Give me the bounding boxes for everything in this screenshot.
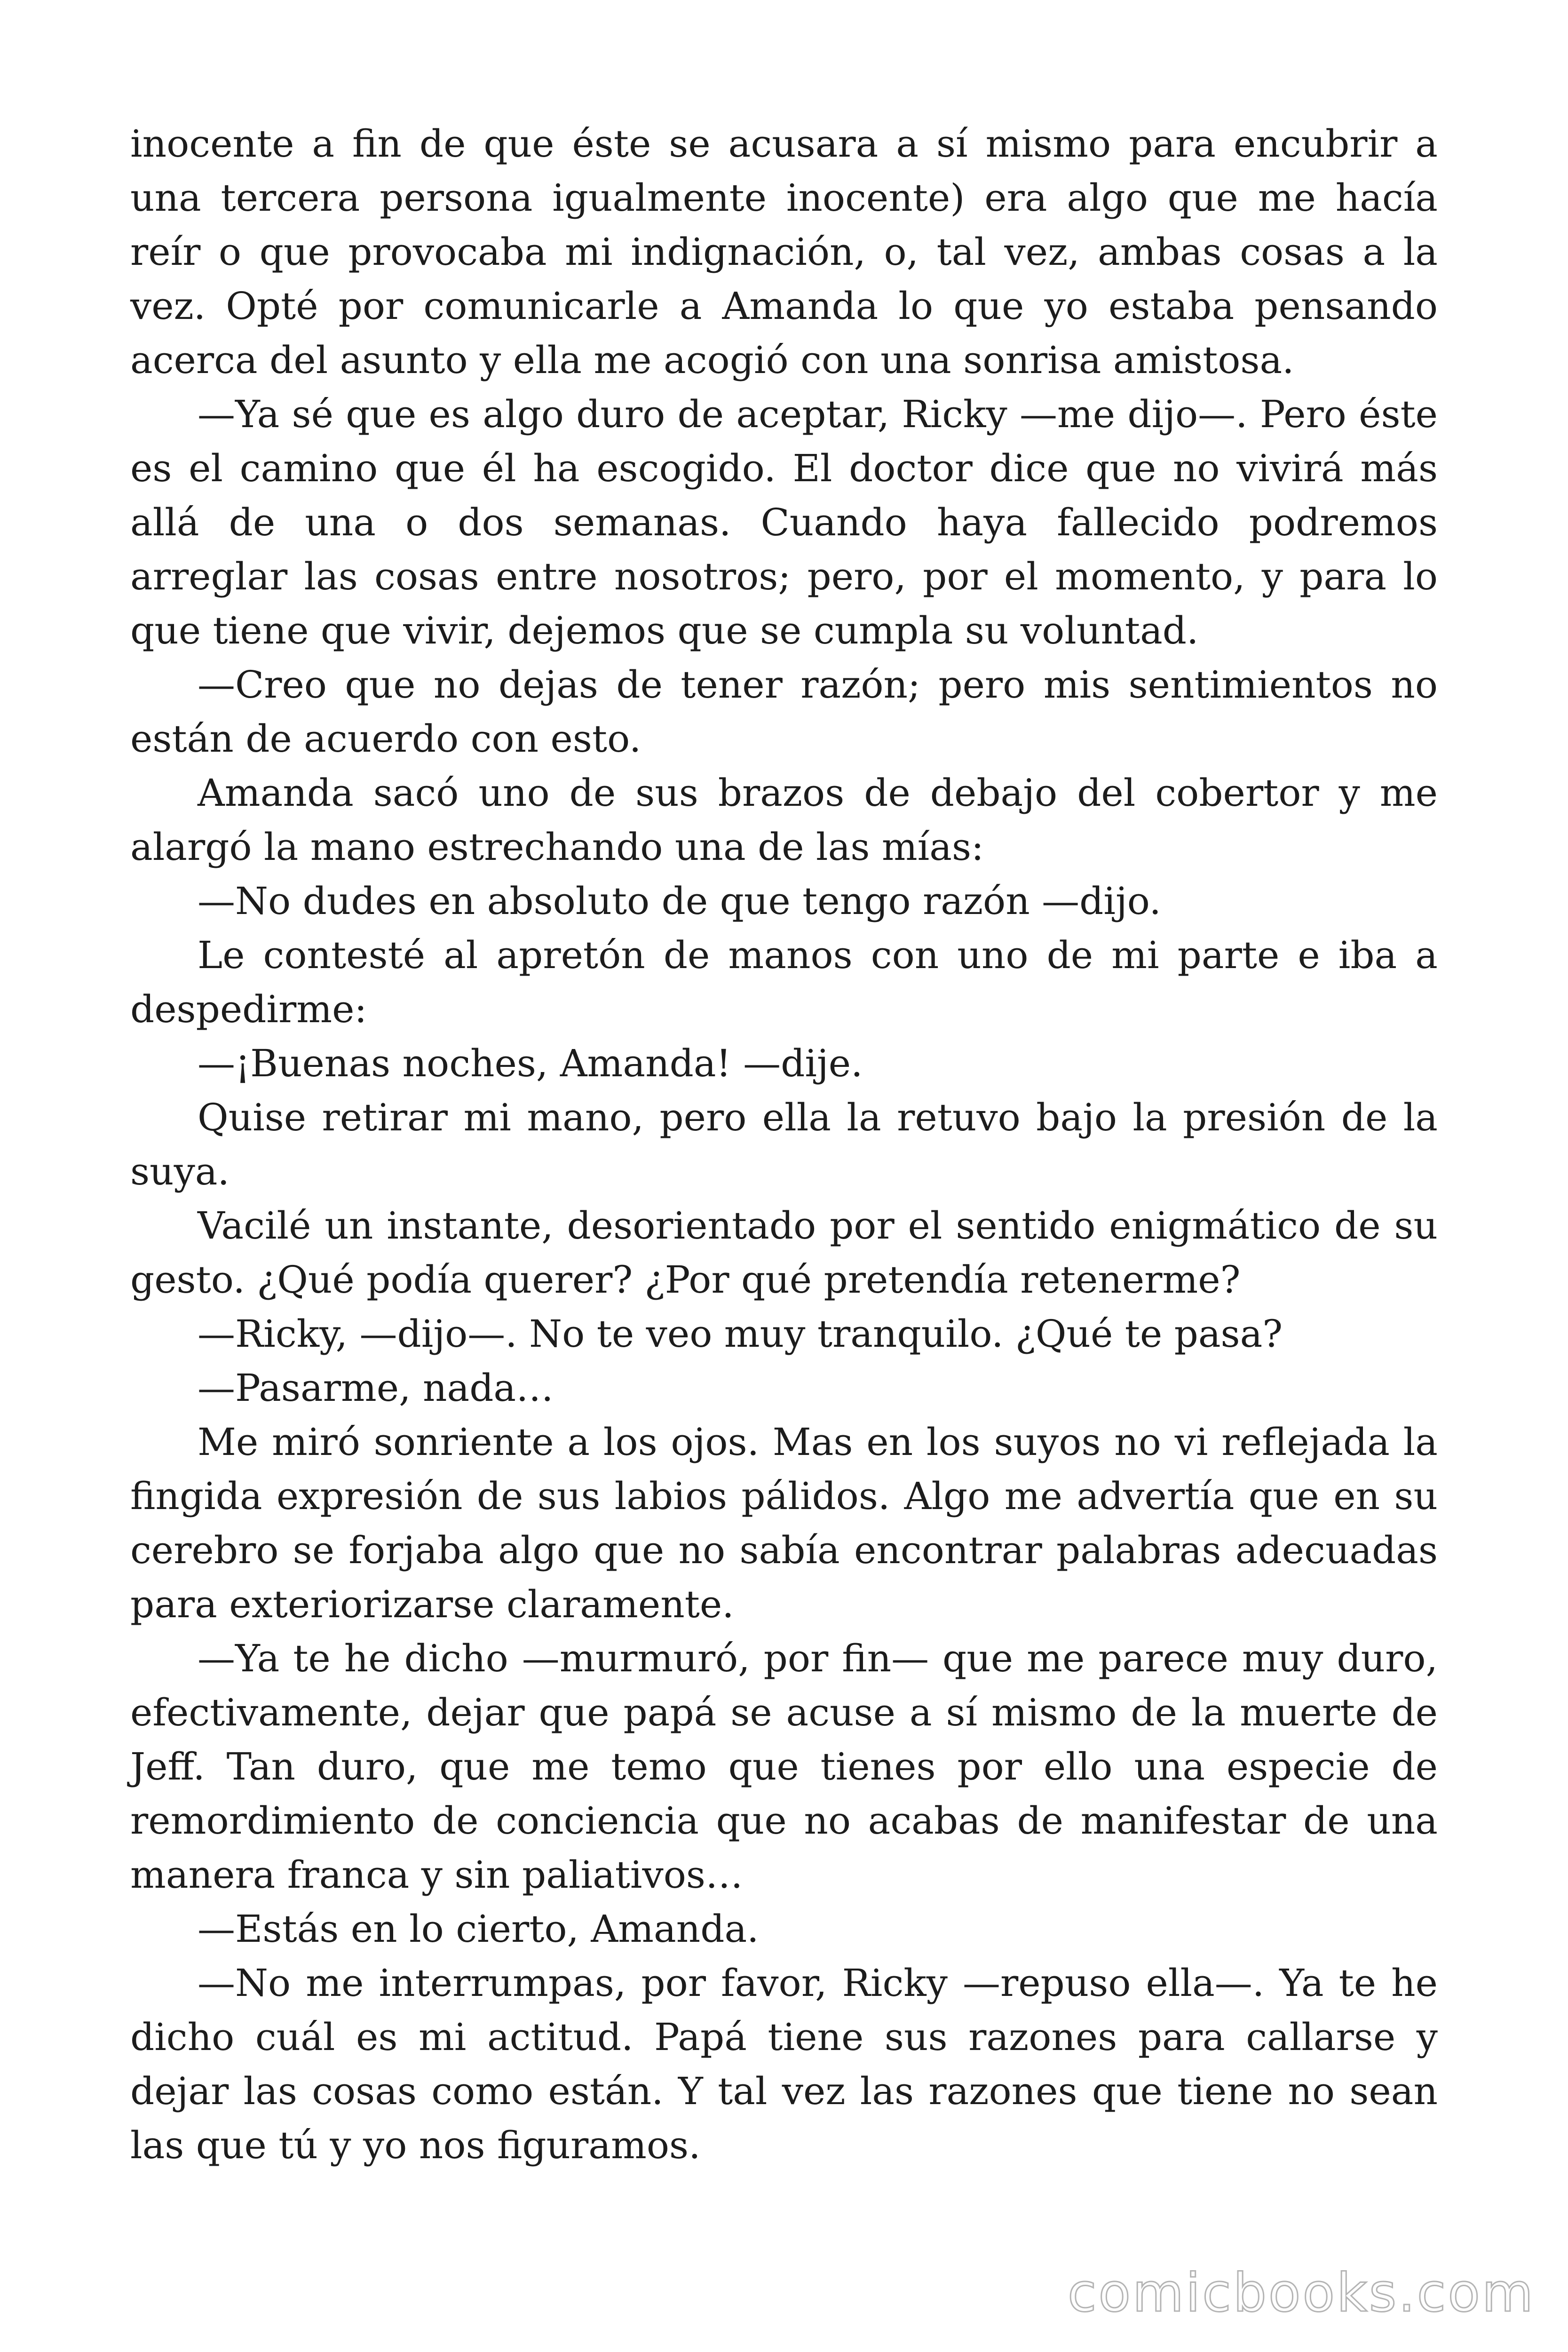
- paragraph-5: —No dudes en absoluto de que tengo razón —dijo.: [198, 879, 1161, 923]
- paragraph-11: —Pasarme, nada…: [198, 1366, 554, 1410]
- page-body: [130, 117, 1438, 2172]
- paragraph-6: Le contesté al apretón de manos con uno de mi parte e iba a despedirme:: [130, 933, 1438, 1031]
- paragraph-9: Vacilé un instante, desorientado por el sentido enigmático de su gesto. ¿Qué podía querer? ¿Por qué pretendía retenerme?: [130, 1204, 1438, 1302]
- paragraph-14: —Estás en lo cierto, Amanda.: [198, 1907, 759, 1951]
- paragraph-8: Quise retirar mi mano, pero ella la retuvo bajo la presión de la suya.: [130, 1096, 1438, 1193]
- watermark: comicbooks.com: [1067, 2263, 1535, 2324]
- paragraph-3: —Creo que no dejas de tener razón; pero mis sentimientos no están de acuerdo con esto.: [130, 663, 1438, 761]
- paragraph-13: —Ya te he dicho —murmuró, por fin— que me parece muy duro, efectivamente, dejar que papá se acuse a sí mismo de la muerte de Jeff. Tan duro, que me temo que tienes por ello una especie de remordimiento de conciencia que no acabas de manifestar de una manera franca y sin paliativos…: [130, 1637, 1438, 1897]
- paragraph-1: inocente a fin de que éste se acusara a sí mismo para encubrir a una tercera persona igualmente inocente) era algo que me hacía reír o que provocaba mi indignación, o, tal vez, ambas cosas a la vez. Opté por comunicarle a Amanda lo que yo estaba pensando acerca del asunto y ella me acogió con una sonrisa amistosa.: [130, 122, 1438, 382]
- paragraph-12: Me miró sonriente a los ojos. Mas en los suyos no vi reflejada la fingida expresión de sus labios pálidos. Algo me advertía que en su cerebro se forjaba algo que no sabía encontrar palabras adecuadas para exteriorizarse claramente.: [130, 1420, 1438, 1626]
- paragraph-10: —Ricky, —dijo—. No te veo muy tranquilo. ¿Qué te pasa?: [198, 1312, 1283, 1356]
- paragraph-2: —Ya sé que es algo duro de aceptar, Ricky —me dijo—. Pero éste es el camino que él ha escogido. El doctor dice que no vivirá más allá de una o dos semanas. Cuando haya fallecido podremos arreglar las cosas entre nosotros; pero, por el momento, y para lo que tiene que vivir, dejemos que se cumpla su voluntad.: [130, 392, 1438, 652]
- paragraph-4: Amanda sacó uno de sus brazos de debajo del cobertor y me alargó la mano estrechando una de las mías:: [130, 771, 1438, 869]
- paragraph-7: —¡Buenas noches, Amanda! —dije.: [198, 1041, 863, 1085]
- paragraph-15: —No me interrumpas, por favor, Ricky —repuso ella—. Ya te he dicho cuál es mi actitud. Papá tiene sus razones para callarse y dejar las cosas como están. Y tal vez las razones que tiene no sean las que tú y yo nos figuramos.: [130, 1961, 1438, 2167]
